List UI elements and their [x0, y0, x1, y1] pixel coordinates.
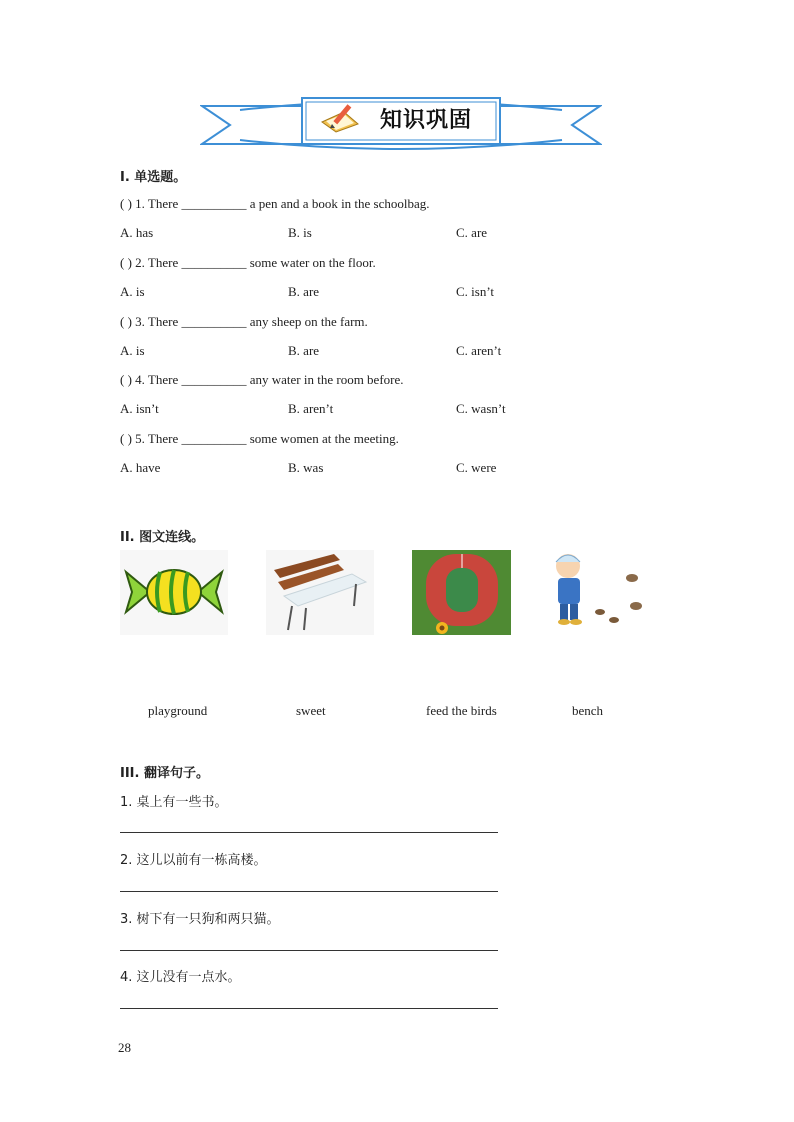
question-2: ( ) 2. There __________ some water on the floor. — [120, 255, 376, 270]
playground-image — [412, 550, 511, 635]
answer-line-3 — [120, 950, 498, 951]
question-2-option-c: C. isn’t — [456, 284, 495, 299]
banner-title: 知识巩固 — [380, 108, 473, 133]
question-3-option-c: C. aren’t — [456, 343, 502, 358]
question-5: ( ) 5. There __________ some women at the meeting. — [120, 431, 399, 446]
question-5-option-b: B. was — [288, 460, 324, 475]
question-3-option-b: B. are — [288, 343, 320, 358]
word-sweet: sweet — [296, 703, 326, 718]
translation-item-4: 4. 这儿没有一点水。 — [120, 970, 241, 985]
question-1-option-a: A. has — [120, 225, 154, 240]
section-2-title: II. 图文连线。 — [120, 530, 205, 545]
question-2-option-b: B. are — [288, 284, 320, 299]
section-1-title: I. 单选题。 — [120, 170, 187, 185]
question-2-option-a: A. is — [120, 284, 145, 299]
answer-line-4 — [120, 1008, 498, 1009]
translation-item-2: 2. 这儿以前有一栋高楼。 — [120, 853, 267, 868]
candy-image — [120, 550, 228, 635]
question-3: ( ) 3. There __________ any sheep on the farm. — [120, 314, 368, 329]
question-4-option-a: A. isn’t — [120, 401, 159, 416]
question-1-option-b: B. is — [288, 225, 312, 240]
question-5-option-a: A. have — [120, 460, 161, 475]
translation-item-1: 1. 桌上有一些书。 — [120, 795, 228, 810]
question-1-option-c: C. are — [456, 225, 488, 240]
translation-item-3: 3. 树下有一只狗和两只猫。 — [120, 912, 280, 927]
word-bench: bench — [572, 703, 604, 718]
pencil-notebook-icon — [318, 100, 362, 134]
question-5-option-c: C. were — [456, 460, 497, 475]
question-1: ( ) 1. There __________ a pen and a book in the schoolbag. — [120, 196, 430, 211]
page-number: 28 — [118, 1040, 131, 1055]
question-4-option-b: B. aren’t — [288, 401, 334, 416]
answer-line-1 — [120, 832, 498, 833]
word-feed-the-birds: feed the birds — [426, 703, 497, 718]
answer-line-2 — [120, 891, 498, 892]
question-3-option-a: A. is — [120, 343, 145, 358]
question-4-option-c: C. wasn’t — [456, 401, 506, 416]
boy-feeding-birds-image — [550, 548, 650, 630]
section-3-title: III. 翻译句子。 — [120, 766, 209, 781]
question-4: ( ) 4. There __________ any water in the room before. — [120, 372, 404, 387]
word-playground: playground — [148, 703, 208, 718]
bench-image — [266, 550, 374, 635]
